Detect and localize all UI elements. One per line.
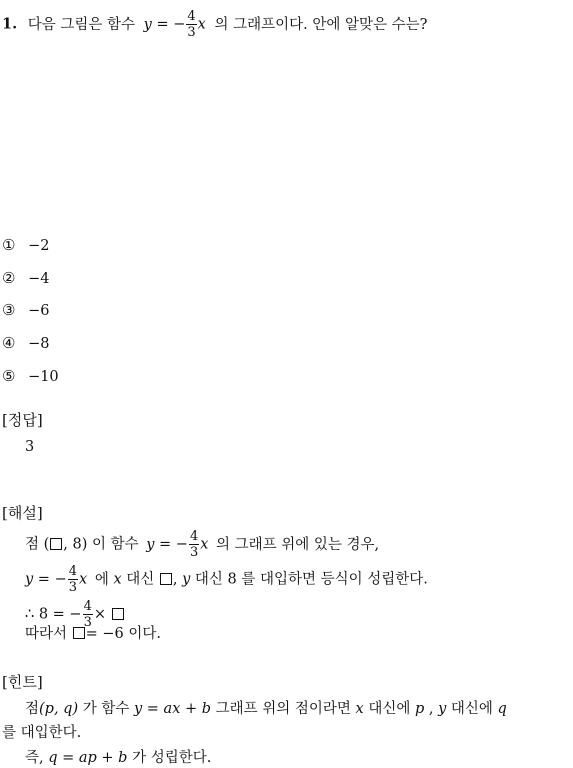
choice-5[interactable] — [2, 369, 59, 385]
question-frac-num: 4 — [187, 9, 196, 24]
expl1-num: 4 — [189, 529, 199, 544]
question-line — [2, 10, 427, 39]
answer-value: 3 — [25, 439, 35, 455]
explanation-line-3 — [25, 600, 125, 629]
blank-box — [73, 627, 85, 639]
expl2-eq: = − — [33, 571, 67, 588]
explanation-line-2 — [25, 565, 428, 594]
hint1-c: 그래프 위의 점이라면 — [215, 701, 351, 717]
hint-header: [힌트] — [2, 673, 43, 691]
expl1-eq: = − — [154, 536, 188, 553]
expl3-num: 4 — [83, 599, 92, 614]
expl2-c: , — [172, 571, 178, 588]
choice-1[interactable] — [2, 238, 49, 254]
choice-4-mark: ④ — [2, 334, 16, 352]
explanation-line-1 — [25, 530, 379, 559]
expl2-b: 대신 — [126, 571, 155, 588]
choice-2-mark: ② — [2, 269, 16, 287]
expl3-a: ∴ 8 = − — [25, 606, 82, 623]
hint-line-2: 를 대입한다. — [2, 725, 82, 741]
expl3-fraction — [83, 600, 93, 629]
hint1-q: q — [497, 701, 507, 717]
choice-5-value: −10 — [28, 369, 59, 385]
choice-4[interactable] — [2, 336, 49, 352]
expl1-b: , 8) 이 함수 — [63, 536, 139, 553]
hint-line-1 — [25, 702, 507, 717]
hint3-a: 즉, — [25, 750, 44, 766]
question-text-before: 다음 그림은 함수 — [27, 16, 136, 33]
expl1-c: 의 그래프 위에 있는 경우, — [216, 536, 380, 553]
hint3-eq: q = ap + b — [48, 750, 128, 766]
hint-line-3 — [25, 751, 211, 766]
expl2-lhs: y — [25, 571, 34, 588]
question-number: 1. — [2, 15, 18, 33]
expl2-x: x — [113, 571, 122, 588]
expl2-fraction — [68, 565, 78, 594]
expl3-b: × — [93, 606, 107, 623]
choice-3-mark: ③ — [2, 301, 16, 319]
expl1-lhs: y — [146, 536, 155, 553]
hint3-b: 가 성립한다. — [132, 750, 212, 766]
choice-3[interactable] — [2, 303, 49, 319]
expl2-den: 3 — [68, 580, 78, 595]
question-eq-lhs: y — [143, 16, 152, 33]
blank-box — [160, 573, 172, 585]
question-text-after: 의 그래프이다. 안에 알맞은 수는? — [214, 16, 428, 33]
hint1-e: , — [428, 701, 434, 717]
expl1-den: 3 — [189, 545, 199, 560]
choice-2[interactable] — [2, 271, 49, 287]
choice-1-value: −2 — [28, 238, 50, 254]
expl1-fraction — [189, 530, 199, 559]
expl2-var: x — [79, 571, 88, 588]
explanation-header: [해설] — [2, 504, 43, 522]
choice-3-value: −6 — [28, 303, 50, 319]
hint1-a: 점 — [25, 701, 40, 717]
question-eq-var: x — [197, 16, 206, 33]
expl2-y: y — [182, 571, 191, 588]
choice-4-value: −8 — [28, 336, 50, 352]
choice-2-value: −4 — [28, 271, 50, 287]
choice-5-mark: ⑤ — [2, 367, 16, 385]
expl1-var: x — [200, 536, 209, 553]
question-eq-eq: = − — [151, 16, 186, 33]
expl2-num: 4 — [68, 564, 78, 579]
hint1-b: 가 함수 — [82, 701, 130, 717]
hint1-f: 대신에 — [450, 701, 493, 717]
expl2-a: 에 — [94, 571, 109, 588]
expl4-b: = −6 이다. — [85, 626, 162, 642]
hint1-p: p — [414, 701, 425, 717]
hint1-d: 대신에 — [368, 701, 411, 717]
blank-box — [50, 538, 62, 550]
question-frac-den: 3 — [187, 25, 196, 40]
hint1-eq: y = ax + b — [133, 701, 212, 717]
expl4-a: 따라서 — [25, 626, 68, 642]
question-fraction — [186, 10, 196, 39]
hint1-y: y — [438, 701, 447, 717]
hint1-x: x — [355, 701, 364, 717]
answer-header: [정답] — [2, 411, 43, 429]
hint1-point: (p, q) — [39, 701, 79, 717]
expl1-a: 점 ( — [25, 536, 50, 553]
explanation-line-4 — [25, 627, 161, 642]
choice-1-mark: ① — [2, 236, 16, 254]
expl2-d: 대신 8 를 대입하면 등식이 성립한다. — [194, 571, 428, 588]
expl3-den: 3 — [83, 615, 92, 630]
blank-box — [112, 608, 124, 620]
